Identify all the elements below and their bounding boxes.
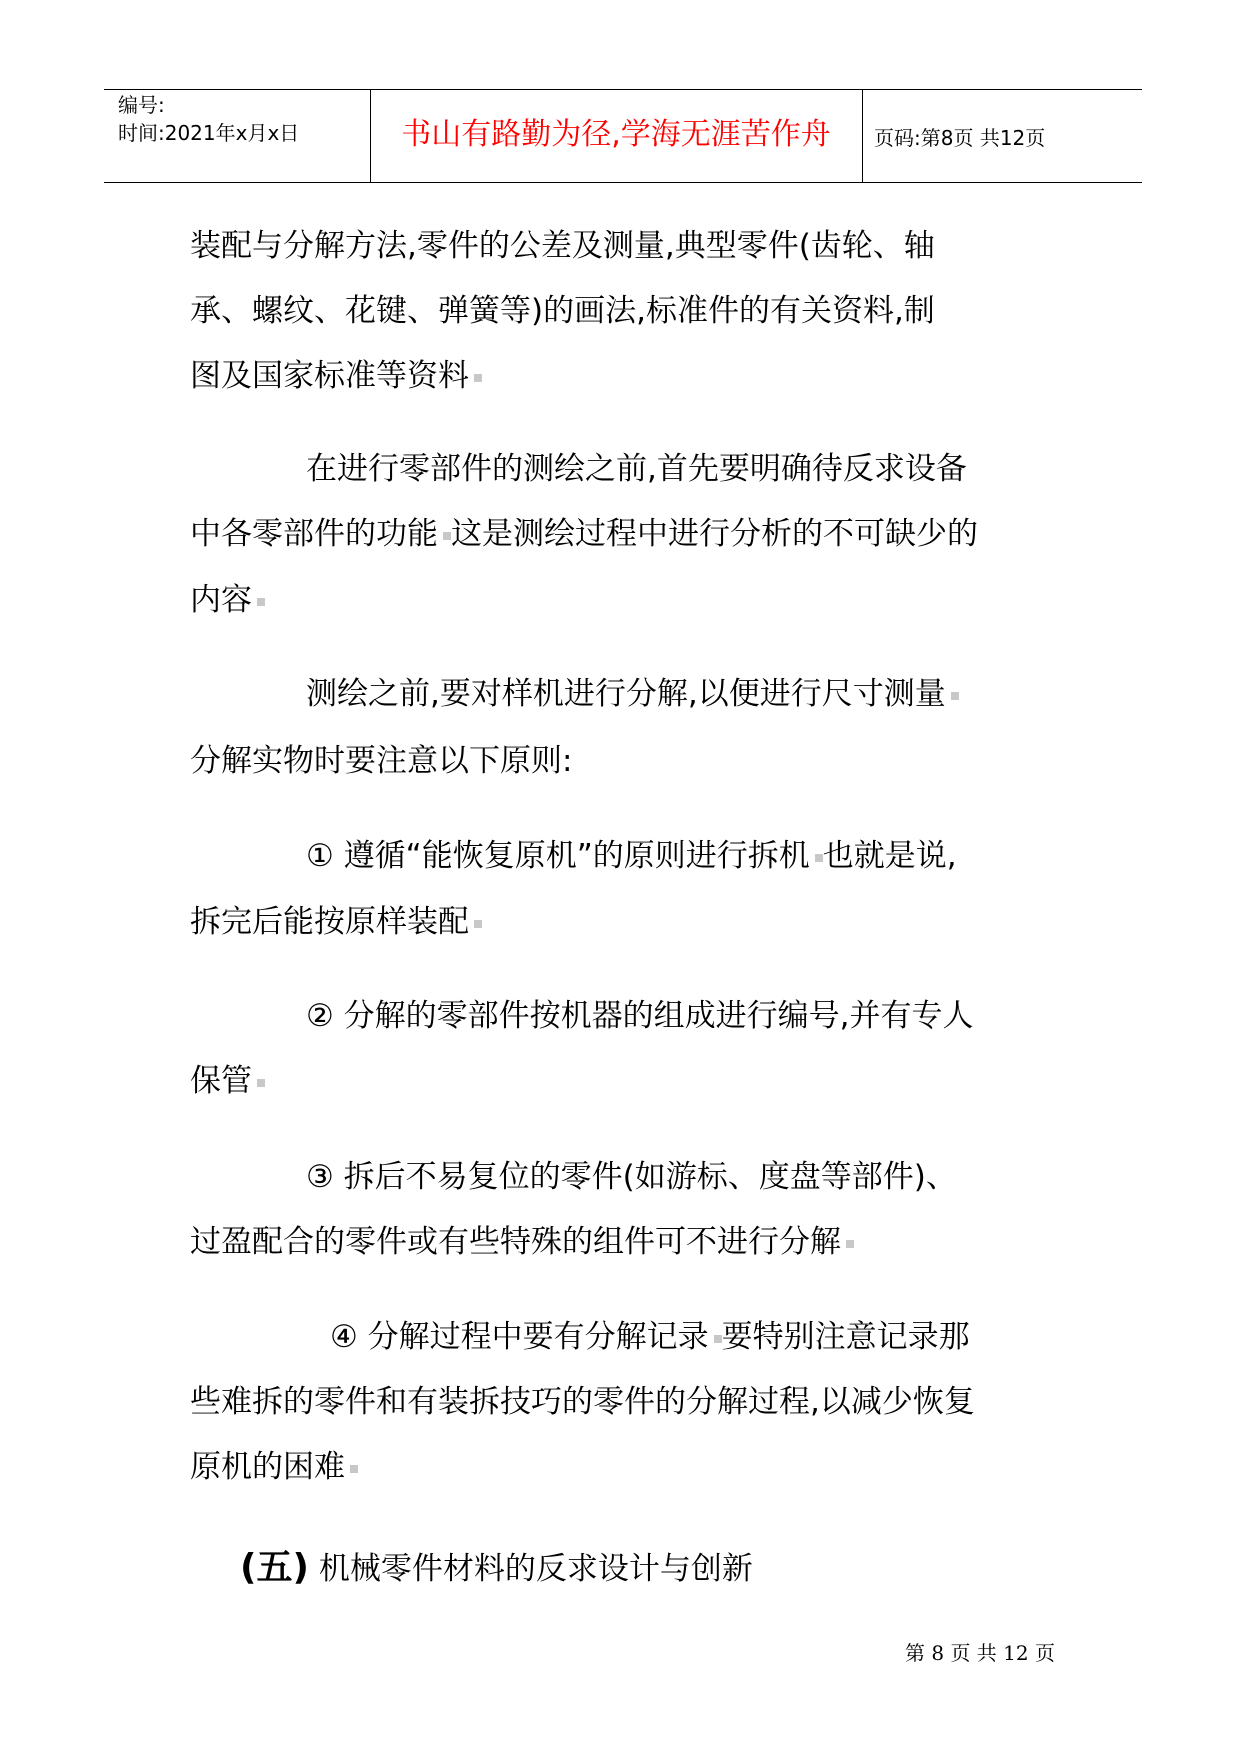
period-mark xyxy=(474,920,482,928)
body-line: 内容 xyxy=(190,580,265,620)
period-mark xyxy=(846,1240,854,1248)
body-line: 装配与分解方法,零件的公差及测量,典型零件(齿轮、轴 xyxy=(190,228,935,264)
header-top-rule xyxy=(104,89,1142,90)
body-line: ② 分解的零部件按机器的组成进行编号,并有专人 xyxy=(306,998,974,1034)
header-bottom-rule xyxy=(104,182,1142,183)
document-number-label: 编号: xyxy=(118,93,165,117)
body-line: 些难拆的零件和有装拆技巧的零件的分解过程,以减少恢复 xyxy=(190,1384,975,1420)
period-mark xyxy=(815,854,823,862)
body-line: ① 遵循“能恢复原机”的原则进行拆机 也就是说, xyxy=(306,838,957,874)
body-line: 测绘之前,要对样机进行分解,以便进行尺寸测量 xyxy=(190,674,959,714)
period-mark xyxy=(951,692,959,700)
body-line: 拆完后能按原样装配 xyxy=(190,902,482,942)
body-line: 图及国家标准等资料 xyxy=(190,356,482,396)
period-mark xyxy=(474,374,482,382)
period-mark xyxy=(257,1079,265,1087)
body-line: 分解实物时要注意以下原则: xyxy=(190,743,573,779)
period-mark xyxy=(257,598,265,606)
body-line: 承、螺纹、花键、弹簧等)的画法,标准件的有关资料,制 xyxy=(190,293,935,329)
header-page-label: 页码:第8页 共12页 xyxy=(874,126,1046,150)
period-mark xyxy=(714,1335,722,1343)
body-line: 原机的困难 xyxy=(190,1447,358,1487)
body-line: 保管 xyxy=(190,1061,265,1101)
document-time-label: 时间:2021年x月x日 xyxy=(118,121,300,145)
section-heading xyxy=(240,1548,753,1589)
period-mark xyxy=(443,532,451,540)
footer-page-number: 第 8 页 共 12 页 xyxy=(905,1641,1055,1665)
period-mark xyxy=(350,1465,358,1473)
body-line: 在进行零部件的测绘之前,首先要明确待反求设备 xyxy=(306,451,967,487)
header-motto: 书山有路勤为径,学海无涯苦作舟 xyxy=(401,117,831,152)
body-line: 中各零部件的功能 这是测绘过程中进行分析的不可缺少的 xyxy=(190,516,978,552)
body-line: ④ 分解过程中要有分解记录 要特别注意记录那 xyxy=(330,1319,970,1355)
section-title: 机械零件材料的反求设计与创新 xyxy=(318,1551,753,1587)
body-line: ③ 拆后不易复位的零件(如游标、度盘等部件)、 xyxy=(306,1159,957,1195)
body-line: 过盈配合的零件或有些特殊的组件可不进行分解 xyxy=(190,1222,854,1262)
section-number: (五) xyxy=(240,1547,309,1588)
header-divider-right xyxy=(862,89,863,182)
